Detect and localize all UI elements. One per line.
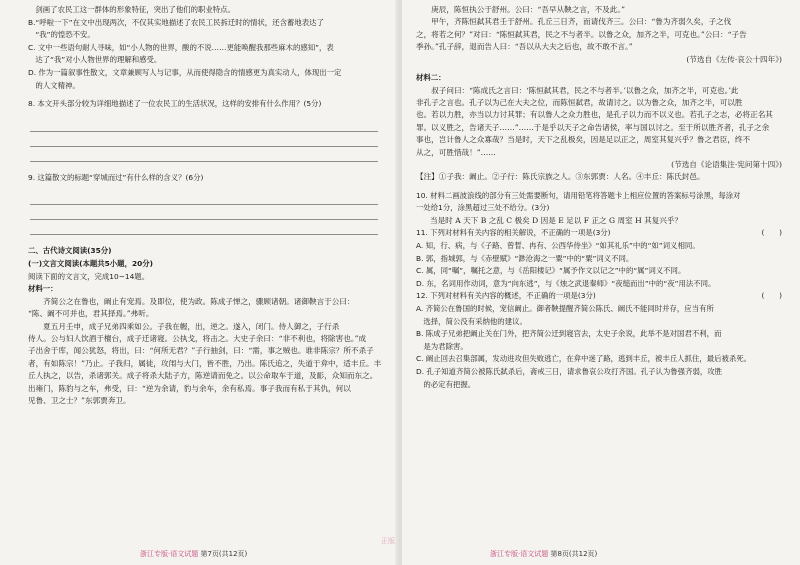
- answer-line[interactable]: [30, 190, 378, 205]
- answer-line[interactable]: [30, 132, 378, 147]
- option-line: 达了“我”对小人物世界的理解和感受。: [28, 55, 162, 65]
- question-10: 10. 材料二画波浪线的部分有三处需要断句，请用铅笔将答题卡上相应位置的答案标号涂黑，每涂对: [416, 190, 741, 200]
- option-line: B.“呼啦一下”在文中出现两次，不仅其实地描述了农民工民拆迁时的情状，还含蓄地表达了: [28, 17, 324, 27]
- passage-line: 齐简公之在鲁也，阚止有宠焉。及即位，使为政。陈成子惮之，骤顾诸朝。诸御鞅言于公曰：: [28, 296, 355, 306]
- left-page: [0, 0, 398, 565]
- passage-line: “陈、阚不可并也，君其择焉。”弗听。: [28, 309, 154, 319]
- passage-line: 非孔子之言也。孔子以为己在大夫之位，而陈恒弑君，故请讨之。以为鲁之众，加齐之半，可以胜: [416, 98, 743, 108]
- passage-line: 也。若以力胜，亦当以力讨其罪；有以鲁人之众力胜也，是孔子以力而不以义也。若孔子之志，必将正名其: [416, 110, 773, 120]
- option-line: D. 作为一篇叙事性散文，文章兼顾写人与记事，从而使得隐含的情感更为真实动人，体现出一定: [28, 67, 342, 77]
- option-line: 剑画了农民工这一群体的形象特征，突出了他们的职业特点。: [28, 5, 235, 14]
- footer-page-number: 第8页(共12页): [550, 550, 598, 558]
- option-line: 选择，简公没有采纳他的建议。: [416, 316, 527, 326]
- option-line: C. 阚止回去召集部属，发动进攻但失败逃亡，在弇中迷了路，逃到丰丘，被丰丘人抓住，最后被杀死。: [416, 354, 752, 364]
- passage-line: 罪。以义胜之，告诸天子……”……于是乎以天子之命告诸侯，率与国以讨之。至于所以胜齐者，孔子之余: [416, 122, 770, 132]
- footer-title: 浙江专版·语文试题: [490, 550, 549, 558]
- option-line: 的人文精神。: [28, 80, 80, 90]
- passage-line: 庚辰，陈恒执公于舒州。公曰：“吾早从鞅之言，不及此。”: [416, 5, 625, 14]
- option-line: 是为君除害。: [416, 341, 468, 351]
- option-line: “我”的惶恐不安。: [28, 30, 95, 40]
- question-11: [416, 227, 782, 240]
- section-title: 二、古代诗文阅读(35分): [28, 246, 112, 256]
- option-line: D. 孔子知道齐简公被陈氏弑杀后，斋戒三日，请求鲁哀公攻打齐国。孔子认为鲁强齐弱，攻胜: [416, 367, 723, 376]
- material-1-continued: [416, 4, 782, 54]
- passage-line: 夏五月壬申，成子兄弟四乘如公。子我在幄，出，逆之。遂入，闭门。侍人御之，子行杀: [28, 321, 340, 331]
- answer-bracket[interactable]: ( ): [761, 291, 782, 301]
- material-2-title: 材料二：: [416, 73, 446, 83]
- passage-line: 者，有如陈宗！”乃止。子我归，属徒，攻闱与大门，皆不胜，乃出。陈氏追之，失道于弇中，适丰丘。丰: [28, 358, 382, 368]
- passage-line: 从之，可胜惜哉！”……: [416, 147, 496, 157]
- instruction: 阅读下面的文言文，完成10~14题。: [28, 271, 150, 281]
- passage-line: 叔子问曰：“陈成氏之言曰：‘陈恒弑其君，民之不与者半。’以鲁之众，加齐之半，可克也。’此: [416, 85, 739, 95]
- option-line: 的必定有把握。: [416, 379, 476, 389]
- answer-line[interactable]: [30, 147, 378, 162]
- passage-line: 出雍门，陈豹与之车，弗受，曰：“逆为余请，豹与余车，余有私焉。事子我而有私于其仇，何以: [28, 383, 351, 393]
- page-footer: [140, 549, 247, 559]
- option-line: B. 陈成子兄弟把阚止关在门外，把齐简公迁到寝宫去，太史子余说，此举不是对国君不利，而: [416, 329, 722, 339]
- passage-line: 子出舍于库，闻公犹怒，将出，曰：“何所无君？”子行抽剑，曰：“需，事之贼也。谁非陈宗？所不杀子: [28, 346, 374, 356]
- material-2-text: [416, 85, 782, 159]
- material-1-text: [28, 296, 390, 408]
- left-top-options: [28, 4, 390, 92]
- question-12-stem: 12. 下列对材料有关内容的概述，不正确的一项是(3分): [416, 291, 596, 301]
- answer-line[interactable]: [30, 117, 378, 132]
- option-line: C. 属，同“嘱”，嘱托之意，与《岳阳楼记》“属予作文以记之”中的“属”词义不同。: [416, 266, 686, 276]
- passage-line: 季孙。”孔子辞，退而告人曰：“吾以从大夫之后也，故不敢不言。”: [416, 42, 633, 52]
- answer-line[interactable]: [30, 220, 378, 235]
- option-line: D. 东，名词用作动词，意为“向东逃”，与《烛之武退秦师》“夜缒而出”中的“夜”用法不同。: [416, 278, 716, 288]
- option-line: C. 文中一些语句耐人寻味，如“小人物的世界，酸的不说……更能唤醒我那些麻木的感知”，表: [28, 42, 334, 52]
- subsection-title: (一)文言文阅读(本题共5小题，20分): [28, 258, 154, 268]
- page-footer: [490, 549, 597, 559]
- question-9: 9. 这篇散文的标题“穿城而过”有什么样的含义？(6分): [28, 172, 204, 182]
- option-line: A. 知，行、病，与《子路、曾晳、冉有、公西华侍坐》“如其礼乐”中的“如”词义相同。: [416, 241, 700, 251]
- source-citation: (节选自《左传·哀公十四年》): [686, 54, 782, 64]
- passage-line: 之，将若之何？”对曰：“陈恒弑其君，民之不与者半。以鲁之众，加齐之半，可克也。”公曰：“子告: [416, 29, 747, 39]
- source-citation: (节选自《论语集注·宪问第十四》): [671, 160, 782, 170]
- footer-title: 浙江专版·语文试题: [140, 550, 199, 558]
- passage-line: 丘人执之，以告，杀诸郭关。成子将杀大陆子方，陈逆请而免之。以公命取车于道，及耏，众知而东之。: [28, 371, 378, 381]
- option-line: A. 齐简公在鲁国的时候，宠信阚止。御者鞅提醒齐简公陈氏、阚氏不能同时并存，应当有所: [416, 304, 714, 314]
- question-10-cont: 一处给1分，涂黑超过三处不给分。(3分): [416, 203, 550, 213]
- question-12: [416, 290, 782, 303]
- answer-line[interactable]: [30, 205, 378, 220]
- question-12-options: [416, 303, 782, 391]
- footer-page-number: 第7页(共12页): [200, 550, 248, 558]
- footnote: 【注】①子我：阚止。②子行：陈氏宗族之人。③东郭贾：人名。④丰丘：陈氏封邑。: [416, 172, 705, 182]
- passage-line: 侍人。公与妇人饮酒于檀台，成子迁诸寝。公执戈，将击之。大史子余曰：“非不利也，将除害也。”成: [28, 333, 367, 343]
- option-line: B. 郭，指城郭，与《赤壁赋》“渺沧海之一粟”中的“粟”词义不同。: [416, 253, 634, 263]
- right-page: [402, 0, 800, 565]
- passage-line: 见鲁、卫之士？”东郭贾奔卫。: [28, 395, 131, 405]
- passage-line: 甲午，齐陈恒弑其君壬于舒州。孔丘三日齐，而请伐齐三。公曰：“鲁为齐弱久矣，子之伐: [416, 17, 732, 27]
- question-10-sentence: 当是时 A 天下 B 之乱 C 极矣 D 因是 E 足以 F 正之 G 周室 H 其复兴乎？: [430, 216, 683, 226]
- material-1-title: 材料一：: [28, 284, 58, 294]
- question-11-options: [416, 240, 782, 290]
- question-8: 8. 本文开头部分较为详细地描述了一位农民工的生活状况，这样的安排有什么作用？(5分): [28, 99, 322, 109]
- question-11-stem: 11. 下列对材料有关内容的相关解说，不正确的一项是(3分): [416, 228, 611, 238]
- answer-bracket[interactable]: ( ): [761, 228, 782, 238]
- stamp-mark: 正版: [381, 537, 395, 545]
- passage-line: 事也，岂计鲁人之众寡哉？当是时，天下之乱极矣，因是足以正之，周室其复兴乎？鲁之君臣，终不: [416, 135, 751, 145]
